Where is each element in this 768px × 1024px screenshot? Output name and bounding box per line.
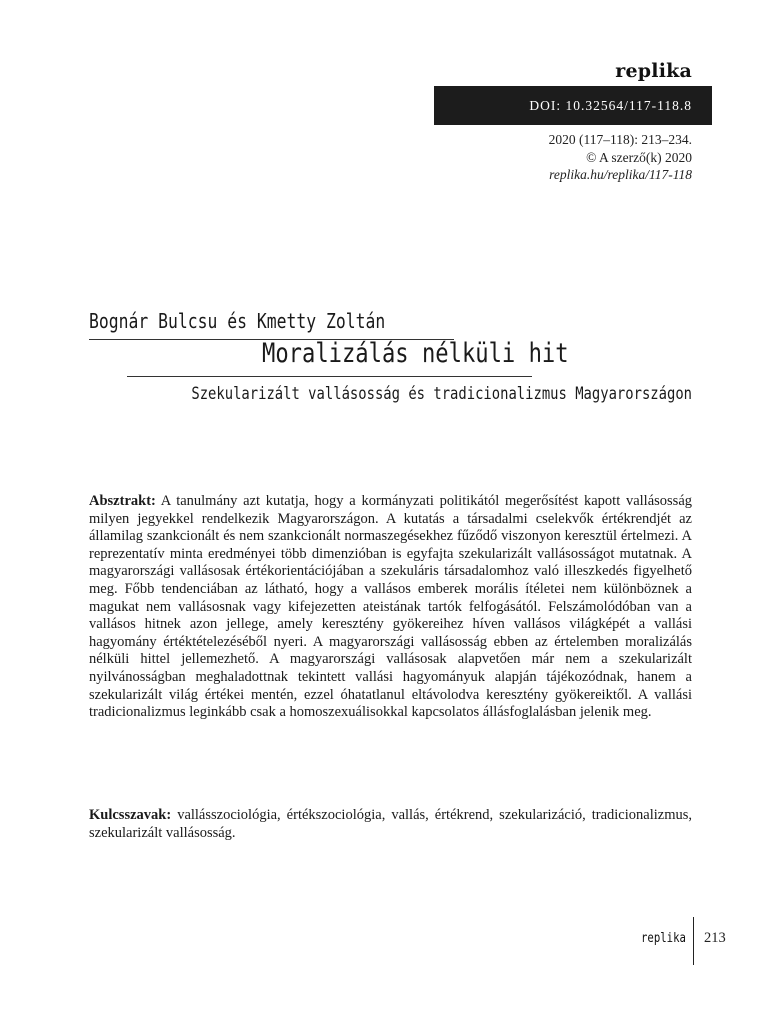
journal-url: replika.hu/replika/117-118 xyxy=(549,167,692,182)
citation-block xyxy=(549,131,692,184)
page-number: 213 xyxy=(704,930,726,946)
keywords-text: vallásszociológia, értékszociológia, vallás, értékrend, szekularizáció, tradicionalizmus, szekularizált vallásosság. xyxy=(89,807,692,841)
footer-divider xyxy=(693,917,694,965)
copyright-line: © A szerző(k) 2020 xyxy=(586,149,692,165)
keywords-label: Kulcsszavak: xyxy=(89,807,172,823)
journal-brand: replika xyxy=(615,60,692,82)
abstract-text: A tanulmány azt kutatja, hogy a kormányzati politikától megerősítést kapott vallásosság milyen jegyekkel rendelkezik Magyarországon. A kutatás a társadalmi cselekvők értékrendjét az államilag szankcionált és nem szankcionált normaszegésekhez fűződő viszonyon keresztül értelmezi. A reprezentatív minta eredményei több dimenzióban is egyfajta szekularizált vallásosságot mutatnak. A magyarországi vallásosak értékorientációjában a szekuláris társadalomhoz való illeszkedés figyelhető meg. Főbb tendenciában az látható, hogy a vallásos emberek morális ítéletei nem különböznek a magukat nem vallásosnak vagy kifejezetten ateistának tartók felfogásától. Felszámolódóban van a vallásos hitnek azon jellege, amely keresztény gyökereihez híven vallásos világképét a vallási hagyomány értéktételezéséből nyeri. A magyarországi vallásosság ebben az értelemben moralizálás nélküli hittel jellemezhető. A magyarországi vallásosak alapvetően már nem a szekularizált nyilvánosságban meghaladottnak tekintett vallási hagyományuk alapján tájékozódnak, hanem a szekularizált világ értékei mentén, ezzel óhatatlanul eltávolodva keresztény gyökereiktől. A vallási tradicionalizmus leginkább csak a homoszexuálisokkal kapcsolatos állásfoglalásban jelenik meg. xyxy=(89,493,693,721)
footer-brand: replika xyxy=(641,931,686,946)
abstract-paragraph xyxy=(89,493,692,722)
article-authors: Bognár Bulcsu és Kmetty Zoltán xyxy=(89,309,386,333)
title-divider xyxy=(127,376,532,377)
doi-banner: DOI: 10.32564/117-118.8 xyxy=(434,86,712,125)
citation-line: 2020 (117–118): 213–234. xyxy=(548,132,692,147)
article-title: Moralizálás nélküli hit xyxy=(262,338,569,369)
abstract-label: Absztrakt: xyxy=(89,493,156,509)
keywords-paragraph xyxy=(89,807,692,842)
article-subtitle: Szekularizált vallásosság és tradicionalizmus Magyarországon xyxy=(191,384,692,403)
